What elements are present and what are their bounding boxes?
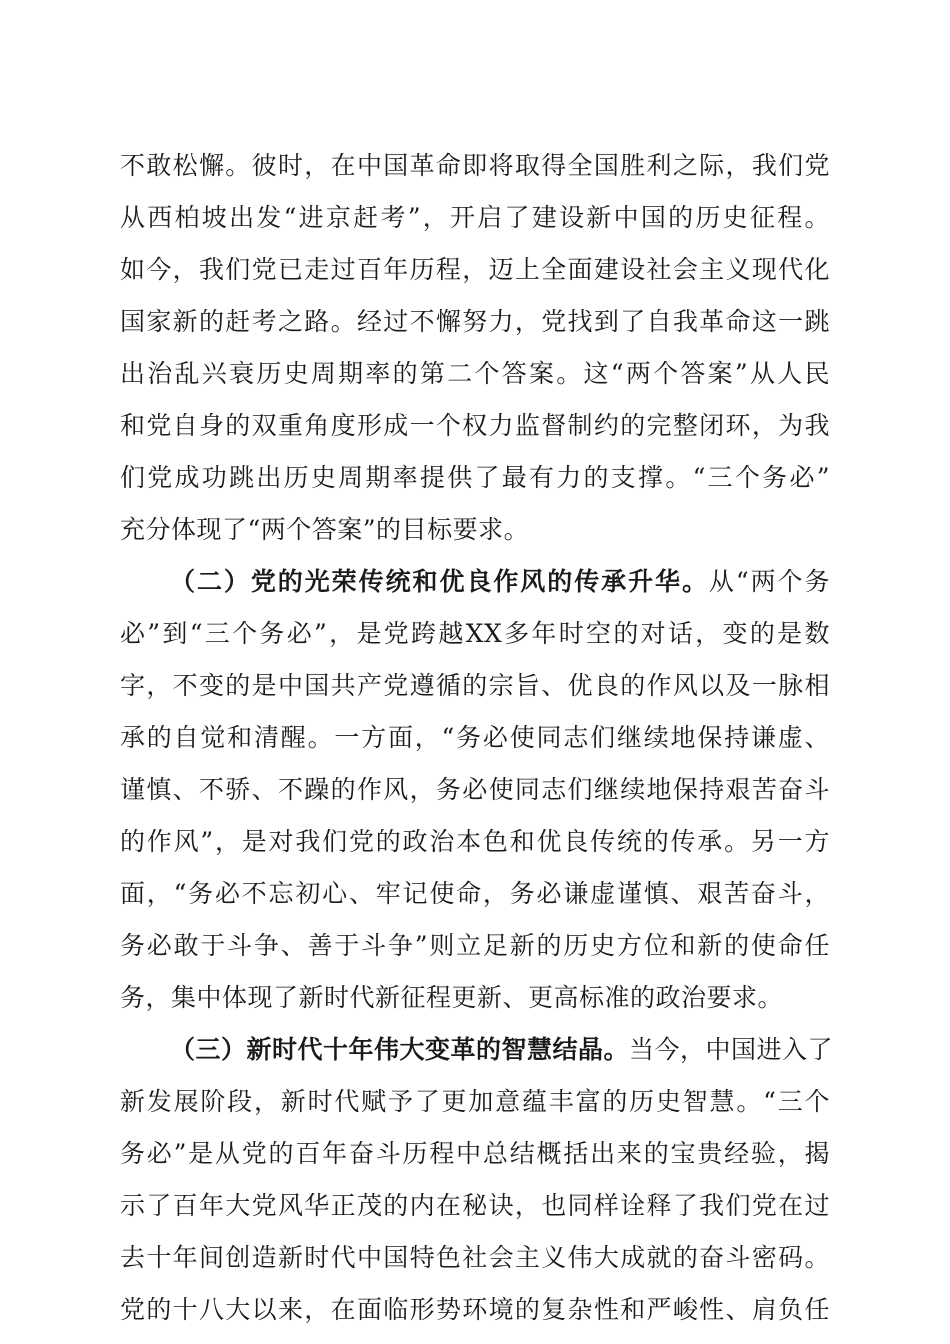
text-run: 当今，中国进入了: [629, 1035, 834, 1064]
paragraph-2: [120, 556, 830, 1024]
text-line: 去十年间创造新时代中国特色社会主义伟大成就的奋斗密码。: [120, 1243, 830, 1272]
paragraph-first-line: [120, 1024, 834, 1076]
text-line: 务，集中体现了新时代新征程更新、更高标准的政治要求。: [120, 983, 784, 1012]
section-heading: （三）新时代十年伟大变革的智慧结晶。: [170, 1035, 630, 1064]
text-line: 国家新的赶考之路。经过不懈努力，党找到了自我革命这一跳: [120, 307, 830, 336]
text-line: 党的十八大以来，在面临形势环境的复杂性和严峻性、肩负任: [120, 1295, 830, 1324]
text-line: 承的自觉和清醒。一方面，“务必使同志们继续地保持谦虚、: [120, 723, 830, 752]
text-line: 必”到“三个务必”，是党跨越XX多年时空的对话，变的是数: [120, 619, 830, 648]
paragraph-3: [120, 1024, 834, 1336]
text-line: 务必”是从党的百年奋斗历程中总结概括出来的宝贵经验，揭: [120, 1139, 830, 1168]
text-line: 出治乱兴衰历史周期率的第二个答案。这“两个答案”从人民: [120, 359, 830, 388]
text-line: 谨慎、不骄、不躁的作风，务必使同志们继续地保持艰苦奋斗: [120, 775, 830, 804]
text-run: 从“两个务: [708, 567, 830, 596]
text-line: 和党自身的双重角度形成一个权力监督制约的完整闭环，为我: [120, 411, 830, 440]
text-line: 务必敢于斗争、善于斗争”则立足新的历史方位和新的使命任: [120, 931, 830, 960]
text-line: 字，不变的是中国共产党遵循的宗旨、优良的作风以及一脉相: [120, 671, 830, 700]
paragraph-first-line: [120, 556, 830, 608]
section-heading: （二）党的光荣传统和优良作风的传承升华。: [170, 567, 709, 596]
document-page: [120, 140, 834, 1336]
text-line: 新发展阶段，新时代赋予了更加意蕴丰富的历史智慧。“三个: [120, 1087, 830, 1116]
text-line: 从西柏坡出发“进京赶考”，开启了建设新中国的历史征程。: [120, 203, 830, 232]
paragraph-1: [120, 140, 830, 556]
text-line: 不敢松懈。彼时，在中国革命即将取得全国胜利之际，我们党: [120, 151, 830, 180]
text-line: 充分体现了“两个答案”的目标要求。: [120, 515, 530, 544]
text-line: 的作风”，是对我们党的政治本色和优良传统的传承。另一方: [120, 827, 830, 856]
text-line: 们党成功跳出历史周期率提供了最有力的支撑。“三个务必”: [120, 463, 830, 492]
text-line: 示了百年大党风华正茂的内在秘诀，也同样诠释了我们党在过: [120, 1191, 830, 1220]
text-line: 如今，我们党已走过百年历程，迈上全面建设社会主义现代化: [120, 255, 830, 284]
text-line: 面，“务必不忘初心、牢记使命，务必谦虚谨慎、艰苦奋斗，: [120, 879, 830, 908]
